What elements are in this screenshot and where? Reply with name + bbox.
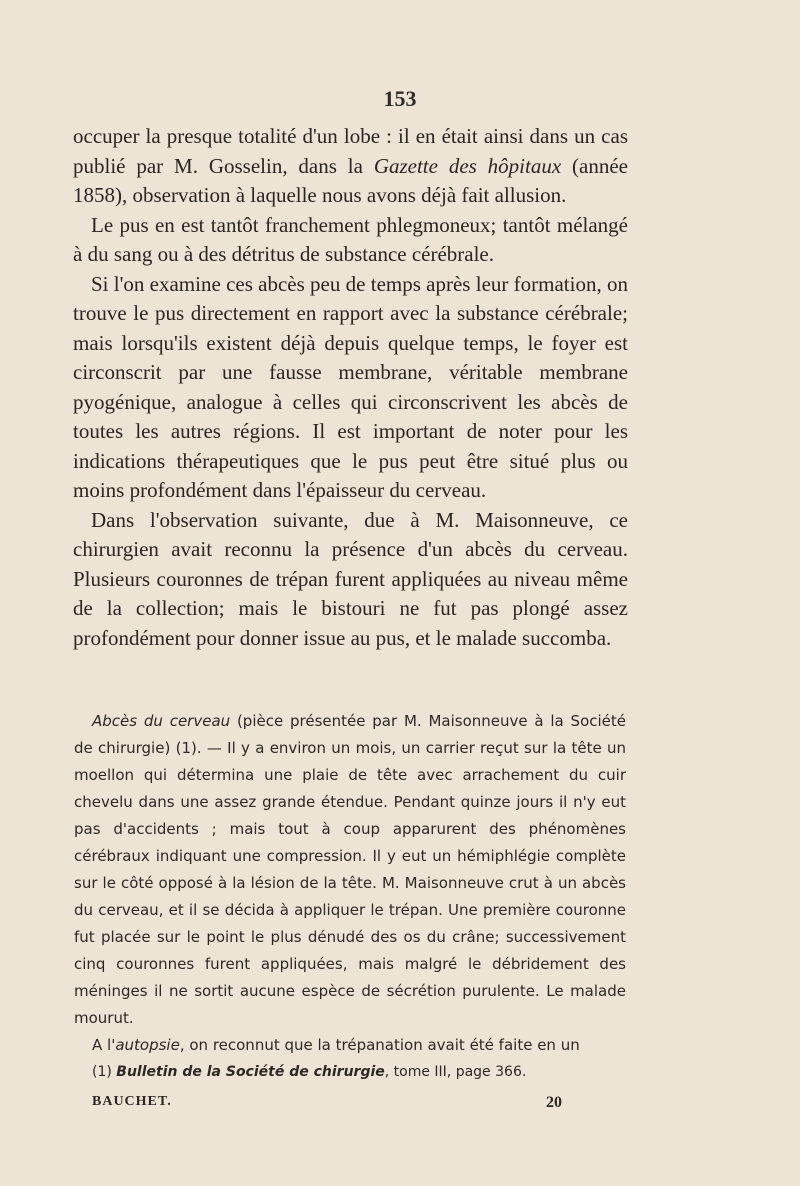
signature-mark: BAUCHET. [92,1094,172,1109]
journal-title: Gazette des hôpitaux [373,153,562,178]
paragraph: Si l'on examine ces abcès peu de temps après leur formation, on trouve le pus directement en rapport avec la substance cérébrale; mais lorsqu'ils existent déjà depuis quelque temps, le foyer est circonscrit par une fausse membrane, véritable membrane pyogénique, analogue à celles qui circonscrivent les abcès de toutes les autres régions. Il est important de noter pour les indications thérapeutiques que le pus peut être situé plus ou moins profondément dans l'épaisseur du cerveau. [73,271,628,502]
text-run: A l' [92,1036,116,1054]
text-run: (année 1858), observation à laquelle nous avons déjà fait allusion. [73,153,628,207]
text-run: (pièce présentée par M. Maisonneuve à la Société de chirurgie) (1). — Il y a environ un mois, un carrier reçut sur la tête un moellon qui détermina une plaie de tête avec arrachement du cuir chevelu dans une assez grande étendue. Pendant quinze jours il n'y eut pas d'accidents ; mais tout à coup apparurent des phénomènes cérébraux indiquant une compression. Il y eut un hémiphlégie complète sur le côté opposé à la lésion de la tête. M. Maisonneuve crut à un abcès du cerveau, et il se décida à appliquer le trépan. Une première couronne fut placée sur le point le plus dénudé des os du crâne; successivement cinq couronnes furent appliquées, mais malgré le débridement des méninges il ne sortit aucune espèce de sécrétion purulente. Le malade mourut. [74,712,627,1027]
main-text [73,122,628,653]
paragraph: Dans l'observation suivante, due à M. Maisonneuve, ce chirurgien avait reconnu la présence d'un abcès du cerveau. Plusieurs couronnes de trépan furent appliquées au niveau même de la collection; mais le bistouri ne fut pas plongé assez profondément pour donner issue au pus, et le malade succomba. [73,507,628,650]
paragraph: Le pus en est tantôt franchement phlegmoneux; tantôt mélangé à du sang ou à des détritus de substance cérébrale. [73,212,628,266]
footnote-marker: (1) [92,1064,117,1080]
case-observation [74,708,626,1059]
footnote-source: Bulletin de la Société de chirurgie [116,1064,385,1080]
emphasis: autopsie [115,1036,180,1054]
text-run: , on reconnut que la trépanation avait été faite en un [179,1036,580,1054]
text-run: , tome III, page 366. [384,1064,527,1080]
printer-signature [92,1094,562,1110]
observation-title: Abcès du cerveau [92,712,231,730]
footnote [92,1064,632,1080]
text-run: occuper la presque totalité d'un lobe : il en était ainsi dans un cas publié par M. Gosselin, dans la [73,124,628,178]
sheet-number: 20 [546,1094,562,1111]
paragraph [74,1032,626,1059]
page-number: 153 [383,86,417,111]
paragraph [73,122,628,211]
paragraph [74,708,626,1032]
